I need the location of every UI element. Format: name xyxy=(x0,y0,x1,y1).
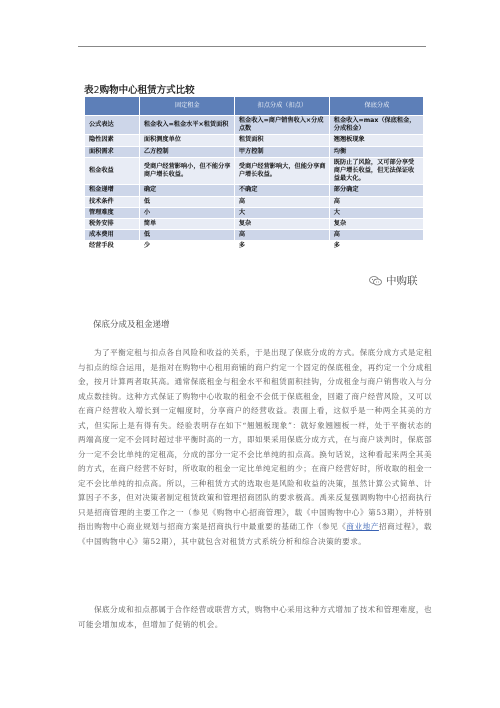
table-row xyxy=(85,219,424,230)
table-row xyxy=(85,185,424,196)
row-label: 租金收益 xyxy=(85,157,140,185)
table-cell: 低 xyxy=(139,230,234,241)
paragraph-text-a: 为了平衡定租与扣点各自风险和收益的关系，于是出现了保底分成的方式。保底分成方式是定租与扣点的综合运用，是指对在购物中心租用商铺的商户约定一个固定的保底租金，再约定一个分成租金，按月计算两者取其高。通常保底租金与租金水平和租赁面积挂钩，分成租金与商户销售收入与分成点数挂钩。这种方式保证了购物中心收取的租金不会低于保底租金，回避了商户经营风险，又可以在商户经营收入增长到一定幅度时，分享商户的经营收益。表面上看，这似乎是一种两全其美的方式，但实际上是有得有失。经验表明存在如下“翘翘板现象”：就好象翘翘板一样，处于平衡状态的两端高度一定不会同时超过非平衡时高的一方，即如果采用保底分成方式，在与商户谈判时，保底部分一定不会比单纯的定租高，分成的部分一定不会比单纯的扣点高。换句话说，这种看起来两全其美的方式，在商户经营不好时，所收取的租金一定比单纯定租的少；在商户经营好时，所收取的租金一定不会比单纯的扣点高。所以，三种租赁方式的选取也是风险和收益的决策，虽然计算公式简单、计算因子不多，但对决策者制定租赁政策和管理招商团队的要求极高。禹来反复强调购物中心招商执行只是招商管理的主要工作之一（参见《购物中心招商管理》，载《中国购物中心》第53期），并特别指出购物中心商业规划与招商方案是招商执行中最重要的基础工作（参见《 xyxy=(78,348,432,531)
header-percentage-rent: 扣点分成（扣点） xyxy=(234,97,329,116)
table-cell: 翘翘板现象 xyxy=(329,135,423,146)
section-title: 保底分成及租金递增 xyxy=(93,320,170,330)
table-caption-number: 2 xyxy=(93,85,100,96)
table-cell: 乙方控制 xyxy=(139,146,234,157)
table-cell: 大 xyxy=(329,207,423,218)
table-caption xyxy=(84,82,195,96)
row-label: 税务安排 xyxy=(85,219,140,230)
header-guaranteed-split: 保底分成 xyxy=(329,97,423,116)
row-label: 技术条件 xyxy=(85,196,140,207)
article-paragraph xyxy=(78,603,432,632)
table-cell: 甲方控制 xyxy=(234,146,329,157)
rental-comparison-table xyxy=(84,96,424,253)
table-cell: 低 xyxy=(139,196,234,207)
table-row xyxy=(85,230,424,241)
table-cell: 租金收入=商户销售收入×分成点数 xyxy=(234,116,329,135)
table-cell: 均衡 xyxy=(329,146,423,157)
row-label: 经营手段 xyxy=(85,241,140,252)
table-cell: 复杂 xyxy=(234,219,329,230)
article-paragraph xyxy=(78,346,432,549)
table-cell: 不确定 xyxy=(234,185,329,196)
row-label: 成本费用 xyxy=(85,230,140,241)
row-label: 隐性因素 xyxy=(85,135,140,146)
table-cell: 高 xyxy=(234,230,329,241)
table-cell: 租金收入=max（保底租金，分成租金） xyxy=(329,116,423,135)
table-cell: 既防止了风险，又可部分享受商户增长收益，但无法保证收益最大化。 xyxy=(329,157,423,185)
table-cell: 小 xyxy=(139,207,234,218)
table-cell: 高 xyxy=(234,196,329,207)
row-label: 面积需求 xyxy=(85,146,140,157)
paragraph-text: 保底分成和扣点都属于合作经营或联营方式，购物中心采用这种方式增加了技术和管理难度，也可能会增加成本，但增加了促销的机会。 xyxy=(78,605,432,629)
row-label: 公式表达 xyxy=(85,116,140,135)
paragraph-text-b: 招商过程》，载《中国购物中心》第52期），其中就包含对租赁方式系统分析和综合决策的要求。 xyxy=(78,522,432,546)
page-top-rule xyxy=(78,46,426,47)
table-cell: 少 xyxy=(139,241,234,252)
table-caption-text: 购物中心租赁方式比较 xyxy=(99,85,195,96)
table-cell: 复杂 xyxy=(329,219,423,230)
table-cell: 多 xyxy=(234,241,329,252)
wechat-icon xyxy=(369,276,382,286)
table-row xyxy=(85,135,424,146)
watermark xyxy=(367,273,420,288)
row-label: 租金递增 xyxy=(85,185,140,196)
table-cell: 受商户经营影响大，但能分享商户增长收益。 xyxy=(234,157,329,185)
table-row xyxy=(85,146,424,157)
table-cell: 租金收入=租金水平×租赁面积 xyxy=(139,116,234,135)
table-cell: 高 xyxy=(329,230,423,241)
table-row xyxy=(85,207,424,218)
table-cell: 大 xyxy=(234,207,329,218)
table-cell: 受商户经营影响小，但不能分享商户增长收益。 xyxy=(139,157,234,185)
table-row xyxy=(85,196,424,207)
watermark-text: 中购联 xyxy=(386,275,418,287)
header-fixed-rent: 固定租金 xyxy=(139,97,234,116)
table-cell: 面积测度单位 xyxy=(139,135,234,146)
table-header-row xyxy=(85,97,424,116)
table-row xyxy=(85,116,424,135)
row-label: 管理难度 xyxy=(85,207,140,218)
header-corner-cell xyxy=(85,97,140,116)
table-cell: 多 xyxy=(329,241,423,252)
table-cell: 简单 xyxy=(139,219,234,230)
table-cell: 确定 xyxy=(139,185,234,196)
table-cell: 部分确定 xyxy=(329,185,423,196)
table-cell: 高 xyxy=(329,196,423,207)
table-caption-prefix: 表 xyxy=(84,85,94,96)
table-row xyxy=(85,241,424,252)
table-cell: 租赁面积 xyxy=(234,135,329,146)
commercial-real-estate-link[interactable]: 商业地产 xyxy=(346,522,379,531)
table-row xyxy=(85,157,424,185)
